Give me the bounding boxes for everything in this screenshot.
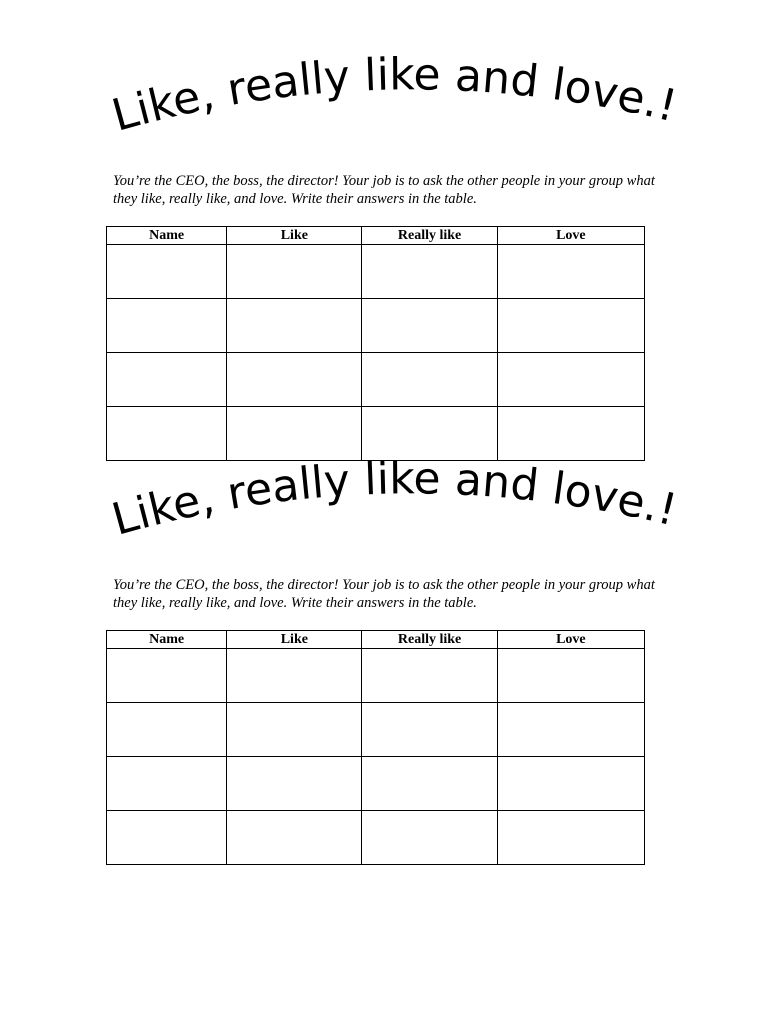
answer-cell[interactable] — [227, 703, 362, 757]
header-really-like: Really like — [362, 227, 497, 245]
answer-cell[interactable] — [107, 353, 227, 407]
answer-cell[interactable] — [362, 649, 497, 703]
worksheet-title-art — [90, 49, 700, 148]
answer-cell[interactable] — [362, 299, 497, 353]
answer-cell[interactable] — [497, 757, 644, 811]
answer-cell[interactable] — [497, 703, 644, 757]
answer-cell[interactable] — [227, 757, 362, 811]
answer-cell[interactable] — [107, 811, 227, 865]
table-header-row — [107, 227, 645, 245]
answer-cell[interactable] — [107, 757, 227, 811]
table-row — [107, 811, 645, 865]
answer-cell[interactable] — [362, 757, 497, 811]
answer-cell[interactable] — [107, 649, 227, 703]
answer-cell[interactable] — [362, 245, 497, 299]
answer-cell[interactable] — [362, 811, 497, 865]
table-header-row — [107, 631, 645, 649]
worksheet-title-art — [90, 453, 700, 552]
answer-cell[interactable] — [227, 299, 362, 353]
answer-cell[interactable] — [497, 811, 644, 865]
table-row — [107, 703, 645, 757]
answer-cell[interactable] — [107, 299, 227, 353]
answers-table — [106, 630, 645, 865]
header-love: Love — [497, 227, 644, 245]
table-row — [107, 649, 645, 703]
table-row — [107, 353, 645, 407]
header-name: Name — [107, 227, 227, 245]
answer-cell[interactable] — [227, 649, 362, 703]
worksheet-2 — [0, 404, 768, 808]
header-like: Like — [227, 631, 362, 649]
table-row — [107, 245, 645, 299]
instructions-text: You’re the CEO, the boss, the director! Your job is to ask the other people in your group what they like, really like, and love. Write their answers in the table. — [113, 173, 655, 207]
answer-cell[interactable] — [497, 649, 644, 703]
header-like: Like — [227, 227, 362, 245]
header-name: Name — [107, 631, 227, 649]
answer-cell[interactable] — [497, 353, 644, 407]
answer-cell[interactable] — [227, 353, 362, 407]
answer-cell[interactable] — [497, 299, 644, 353]
answer-cell[interactable] — [497, 245, 644, 299]
answer-cell[interactable] — [107, 703, 227, 757]
header-really-like: Really like — [362, 631, 497, 649]
table-row — [107, 299, 645, 353]
worksheet-title: Like, really like and love.! — [106, 453, 682, 546]
answer-cell[interactable] — [362, 703, 497, 757]
header-love: Love — [497, 631, 644, 649]
worksheet-1 — [0, 0, 768, 404]
answer-cell[interactable] — [227, 245, 362, 299]
worksheet-title: Like, really like and love.! — [106, 49, 682, 142]
answer-cell[interactable] — [227, 811, 362, 865]
instructions-text: You’re the CEO, the boss, the director! Your job is to ask the other people in your group what they like, really like, and love. Write their answers in the table. — [113, 577, 655, 611]
answer-cell[interactable] — [362, 353, 497, 407]
answer-cell[interactable] — [107, 245, 227, 299]
table-row — [107, 757, 645, 811]
